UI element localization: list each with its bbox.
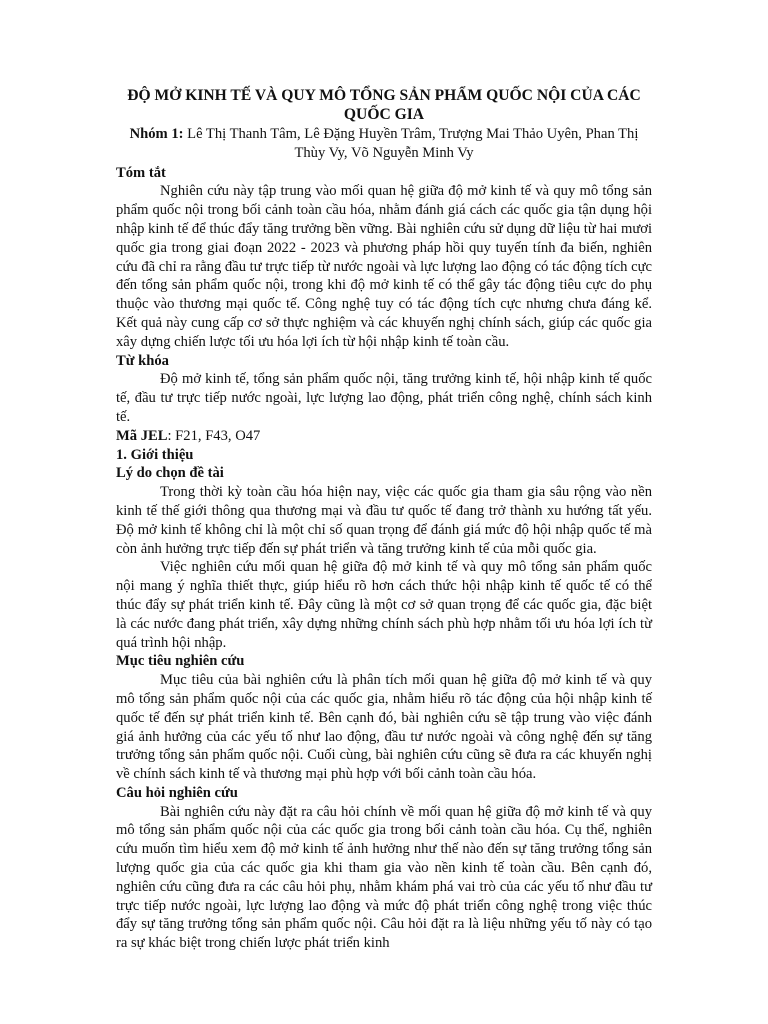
author-line [116, 125, 652, 163]
author-label: Nhóm 1: [129, 126, 184, 142]
jel-label: Mã JEL [116, 427, 168, 444]
subheading-questions: Câu hỏi nghiên cứu [116, 784, 238, 801]
paper-title: ĐỘ MỞ KINH TẾ VÀ QUY MÔ TỔNG SẢN PHẨM QUỐC NỘI CỦA CÁC QUỐC GIA [127, 87, 641, 123]
author-names: Lê Thị Thanh Tâm, Lê Đặng Huyền Trâm, Trượng Mai Thảo Uyên, Phan Thị Thùy Vy, Võ Nguyễn Minh Vy [187, 126, 639, 161]
jel-line [116, 427, 652, 446]
reason-paragraph-2: Việc nghiên cứu mối quan hệ giữa độ mở kinh tế và quy mô tổng sản phẩm quốc nội mang ý nghĩa thiết thực, giúp hiểu rõ hơn cách thức hội nhập kinh tế quốc tế có thể thúc đẩy sự phát triển kinh tế. Đây cũng là một cơ sở quan trọng để các quốc gia, đặc biệt là các nước đang phát triển, xây dựng những chính sách phù hợp nhằm tối ưu hóa lợi ích từ quá trình hội nhập. [116, 559, 652, 651]
subheading-reason: Lý do chọn đề tài [116, 465, 224, 482]
abstract-paragraph: Nghiên cứu này tập trung vào mối quan hệ giữa độ mở kinh tế và quy mô tổng sản phẩm quốc nội trong bối cảnh toàn cầu hóa, nhằm đánh giá cách các quốc gia tận dụng hội nhập kinh tế để thúc đẩy tăng trưởng bền vững. Bài nghiên cứu sử dụng dữ liệu từ hai mươi quốc gia trong giai đoạn 2022 - 2023 và phương pháp hồi quy tuyến tính đa biến, nghiên cứu đã chỉ ra rằng đầu tư trực tiếp từ nước ngoài và lực lượng lao động có tác động tích cực đến tổng sản phẩm quốc nội, trong khi độ mở kinh tế có thể gây tác động tiêu cực do phụ thuộc vào thương mại quốc tế. Công nghệ tuy có tác động tích cực nhưng chưa đáng kể. Kết quả này cung cấp cơ sở thực nghiệm và các khuyến nghị chính sách, giúp các quốc gia xây dựng chiến lược tối ưu hóa lợi ích từ hội nhập kinh tế toàn cầu. [116, 183, 652, 350]
objective-paragraph: Mục tiêu của bài nghiên cứu là phân tích mối quan hệ giữa độ mở kinh tế và quy mô tổng sản phẩm quốc nội của các quốc gia, nhằm hiểu rõ tác động của hội nhập kinh tế quốc tế đến sự phát triển kinh tế. Bên cạnh đó, bài nghiên cứu sẽ tập trung vào việc đánh giá ảnh hưởng của các yếu tố như lao động, đầu tư nước ngoài và công nghệ đến sự tăng trưởng tổng sản phẩm quốc nội. Cuối cùng, bài nghiên cứu cũng sẽ đưa ra các khuyến nghị về chính sách kinh tế và thương mại phù hợp với bối cảnh toàn cầu hóa. [116, 672, 652, 783]
subheading-objective: Mục tiêu nghiên cứu [116, 653, 245, 670]
questions-paragraph: Bài nghiên cứu này đặt ra câu hỏi chính về mối quan hệ giữa độ mở kinh tế và quy mô tổng sản phẩm quốc nội của các quốc gia trong bối cảnh toàn cầu hóa. Cụ thể, nghiên cứu muốn tìm hiểu xem độ mở kinh tế ảnh hưởng như thế nào đến sự tăng trưởng tổng sản lượng quốc gia của các quốc gia khi tham gia vào nền kinh tế toàn cầu. Bên cạnh đó, nghiên cứu cũng đưa ra các câu hỏi phụ, nhằm khám phá vai trò của các yếu tố như đầu tư trực tiếp nước ngoài, lực lượng lao động và mức độ phát triển công nghệ trong việc thúc đẩy sự tăng trưởng tổng sản phẩm quốc nội. Câu hỏi đặt ra là liệu những yếu tố này có tạo ra sự khác biệt trong chiến lược phát triển kinh [116, 803, 652, 952]
section-heading-introduction: 1. Giới thiệu [116, 446, 194, 463]
keywords-paragraph: Độ mở kinh tế, tổng sản phẩm quốc nội, tăng trưởng kinh tế, hội nhập kinh tế quốc tế, đầu tư trực tiếp nước ngoài, lực lượng lao động, phát triển công nghệ, chính sách kinh tế. [116, 371, 652, 425]
abstract-heading: Tóm tắt [116, 164, 166, 181]
jel-codes: : F21, F43, O47 [167, 427, 261, 444]
keywords-heading: Từ khóa [116, 352, 169, 369]
reason-paragraph-1: Trong thời kỳ toàn cầu hóa hiện nay, việc các quốc gia tham gia sâu rộng vào nền kinh tế thế giới thông qua thương mại và đầu tư quốc tế đang trở thành xu hướng tất yếu. Độ mở kinh tế không chỉ là một chỉ số quan trọng để đánh giá mức độ hội nhập quốc tế mà còn ảnh hưởng trực tiếp đến sự phát triển và tăng trưởng kinh tế của mỗi quốc gia. [116, 484, 652, 557]
